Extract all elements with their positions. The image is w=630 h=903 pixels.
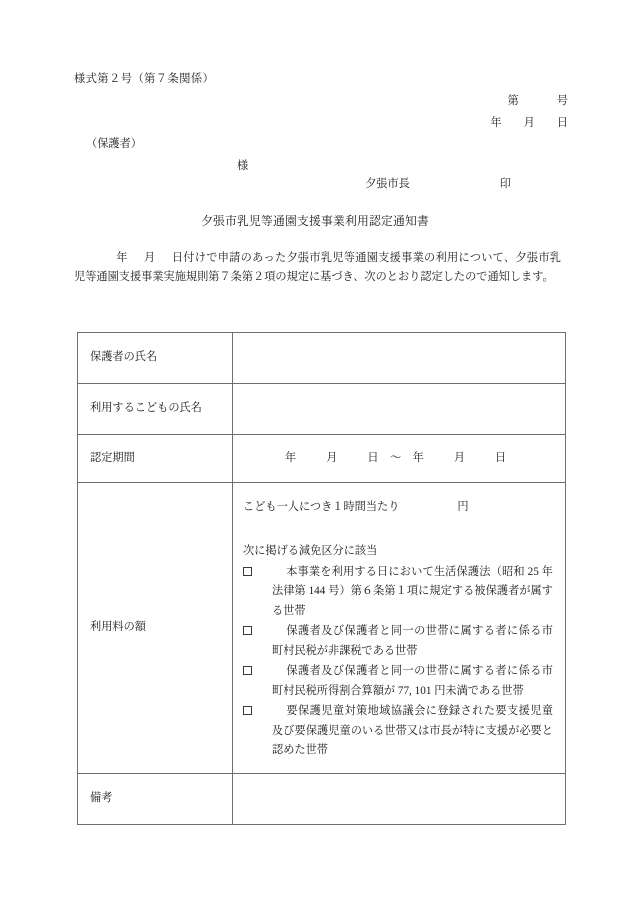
row-value-child-name[interactable] — [233, 384, 566, 435]
period-start-year: 年 — [285, 451, 297, 464]
checkbox-icon[interactable] — [243, 666, 252, 675]
exemption-option-4-label: 要保護児童対策地域協議会に登録された要支援児童及び要保護児童のいる世帯又は市長が特に支援が必要と認めた世帯 — [272, 705, 553, 757]
row-value-fee-amount[interactable] — [233, 483, 566, 774]
fee-currency-unit: 円 — [457, 501, 469, 513]
period-start-month: 月 — [326, 451, 338, 464]
period-date-range — [243, 450, 555, 468]
document-date-month: 月 — [523, 117, 535, 129]
exemption-option-list — [243, 563, 553, 761]
row-value-certification-period[interactable] — [233, 435, 566, 483]
exemption-option-4[interactable] — [243, 702, 553, 760]
fee-unit-line — [243, 499, 553, 517]
row-value-remarks[interactable] — [233, 773, 566, 824]
paragraph-date-month: 月 — [143, 252, 156, 264]
form-number: 様式第２号（第７条関係） — [74, 73, 215, 85]
row-value-guardian-name[interactable] — [233, 333, 566, 384]
row-label-child-name: 利用するこどもの氏名 — [78, 384, 233, 435]
row-label-fee-amount: 利用料の額 — [78, 483, 233, 774]
document-date-year: 年 — [490, 117, 502, 129]
period-end-year: 年 — [412, 451, 424, 464]
paragraph-body-text: 日付けで申請のあった夕張市乳児等通園支援事業の利用について、夕張市乳児等通園支援事業実施規則第７条第２項の規定に基づき、次のとおり認定したので通知します。 — [74, 252, 561, 284]
row-label-remarks: 備考 — [78, 773, 233, 824]
checkbox-icon[interactable] — [243, 626, 252, 635]
checkbox-icon[interactable] — [243, 567, 252, 576]
document-number-suffix: 号 — [556, 95, 568, 107]
checkbox-icon[interactable] — [243, 706, 252, 715]
seal-mark: 印 — [499, 178, 511, 190]
period-end-month: 月 — [453, 451, 466, 464]
addressee-label: （保護者） — [86, 138, 142, 150]
exemption-intro: 次に掲げる減免区分に該当 — [243, 544, 378, 557]
document-date-line — [490, 114, 568, 130]
row-label-certification-period: 認定期間 — [78, 435, 233, 483]
period-end-day: 日 — [495, 451, 507, 464]
period-start-day: 日 — [367, 451, 379, 464]
body-paragraph — [74, 249, 561, 288]
exemption-option-2-label: 保護者及び保護者と同一の世帯に属する者に係る市町村民税が非課税である世帯 — [272, 625, 553, 657]
issuer-line — [365, 175, 511, 191]
row-label-guardian-name: 保護者の氏名 — [78, 333, 233, 384]
table-row — [78, 773, 566, 824]
exemption-option-1-label: 本事業を利用する日において生活保護法（昭和 25 年法律第 144 号）第６条第１項に規定する被保護者が属する世帯 — [272, 565, 553, 617]
notification-table — [77, 332, 566, 825]
fee-unit-text: こども一人につき１時間当たり — [243, 501, 400, 513]
exemption-option-1[interactable] — [243, 563, 553, 621]
document-number-line — [508, 92, 568, 108]
table-row — [78, 435, 566, 483]
exemption-option-2[interactable] — [243, 622, 553, 661]
document-number-prefix: 第 — [507, 95, 519, 107]
paragraph-date-year: 年 — [116, 252, 128, 264]
exemption-option-3-label: 保護者及び保護者と同一の世帯に属する者に係る市町村民税所得割合算額が 77, 101 円未満である世帯 — [272, 665, 553, 697]
exemption-option-3[interactable] — [243, 662, 553, 701]
addressee-honorific: 様 — [237, 160, 249, 172]
table-row — [78, 384, 566, 435]
table-row — [78, 483, 566, 774]
page-title: 夕張市乳児等通園支援事業利用認定通知書 — [201, 214, 429, 228]
issuer-name: 夕張市長 — [365, 178, 410, 190]
table-row — [78, 333, 566, 384]
period-separator: ～ — [390, 451, 402, 464]
document-date-day: 日 — [556, 117, 568, 129]
